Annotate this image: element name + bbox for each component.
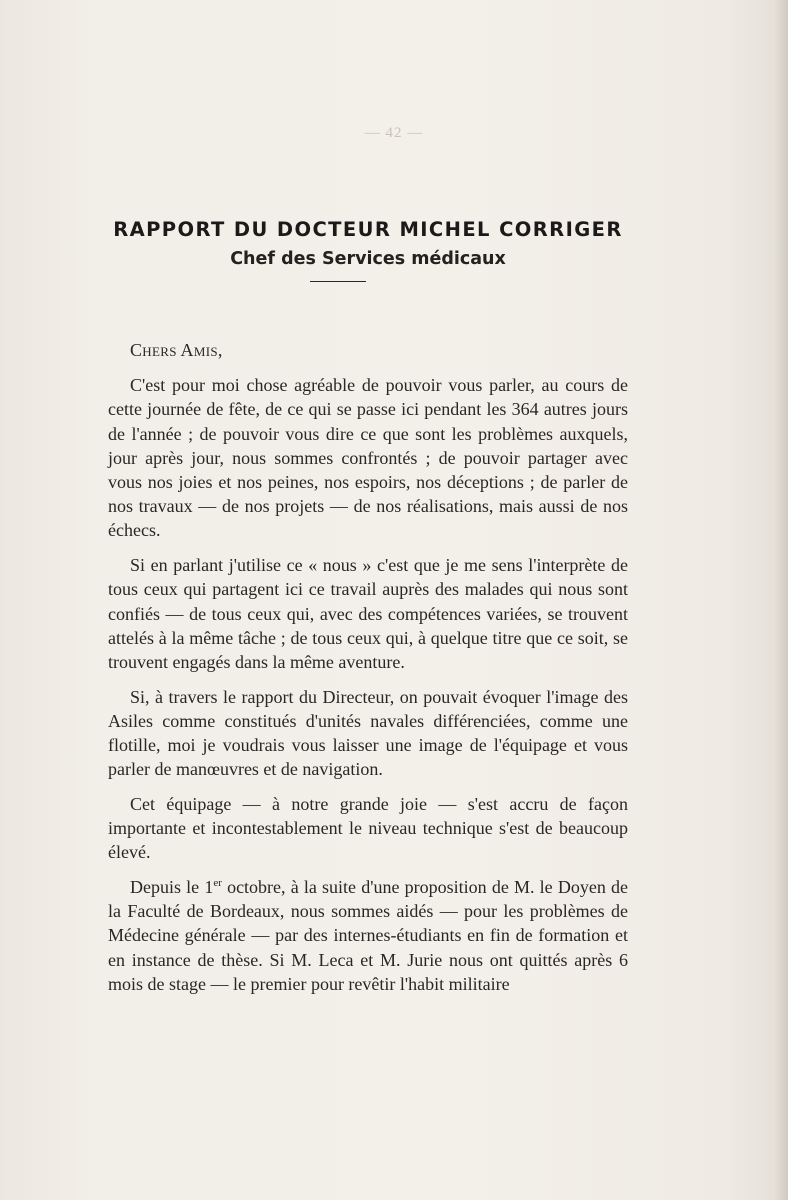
ordinal-superscript: er	[213, 877, 222, 890]
report-title: RAPPORT DU DOCTEUR MICHEL CORRIGER	[113, 218, 623, 241]
page-edge-shadow	[774, 0, 788, 1200]
salutation: Chers Amis,	[130, 340, 223, 360]
report-subtitle: Chef des Services médicaux	[230, 249, 506, 269]
paragraph-2: Si en parlant j'utilise ce « nous » c'est que je me sens l'interprète de tous ceux qui partagent ici ce travail auprès des malades qui nous sont confiés — de tous ceux qui, avec des compétences variées, se trouvent attelés à la même tâche ; de tous ceux qui, à quelque titre que ce soit, se trouvent engagés dans la même aventure.	[108, 555, 628, 672]
paragraph-4: Cet équipage — à notre grande joie — s'est accru de façon importante et incontestablement le niveau technique s'est de beaucoup élevé.	[108, 793, 628, 863]
paragraph-1: C'est pour moi chose agréable de pouvoir vous parler, au cours de cette journée de fête, de ce qui se passe ici pendant les 364 autres jours de l'année ; de pouvoir vous dire ce que sont les problèmes auxquels, jour après jour, nous sommes confrontés ; de pouvoir partager avec vous nos joies et nos peines, nos espoirs, nos déceptions ; de parler de nos travaux — de nos projets — de nos réalisations, mais aussi de nos échecs.	[108, 375, 628, 541]
letter-body	[108, 338, 628, 1007]
paragraph-5	[108, 875, 628, 996]
page-number: — 42 —	[364, 125, 424, 141]
paragraph-5-start: Depuis le 1	[130, 877, 214, 898]
paragraph-3: Si, à travers le rapport du Directeur, on pouvait évoquer l'image des Asiles comme constitués d'unités navales différenciées, comme une flotille, moi je voudrais vous laisser une image de l'équipage et vous parler de manœuvres et de navigation.	[108, 686, 628, 780]
paragraph-5-rest: octobre, à la suite d'une proposition de M. le Doyen de la Faculté de Bordeaux, nous sommes aidés — pour les problèmes de Médecine générale — par des internes-étudiants en fin de formation et en instance de thèse. Si M. Leca et M. Jurie nous ont quittés après 6 mois de stage — le premier pour revêtir l'habit militaire	[108, 877, 628, 994]
title-divider	[310, 281, 366, 282]
